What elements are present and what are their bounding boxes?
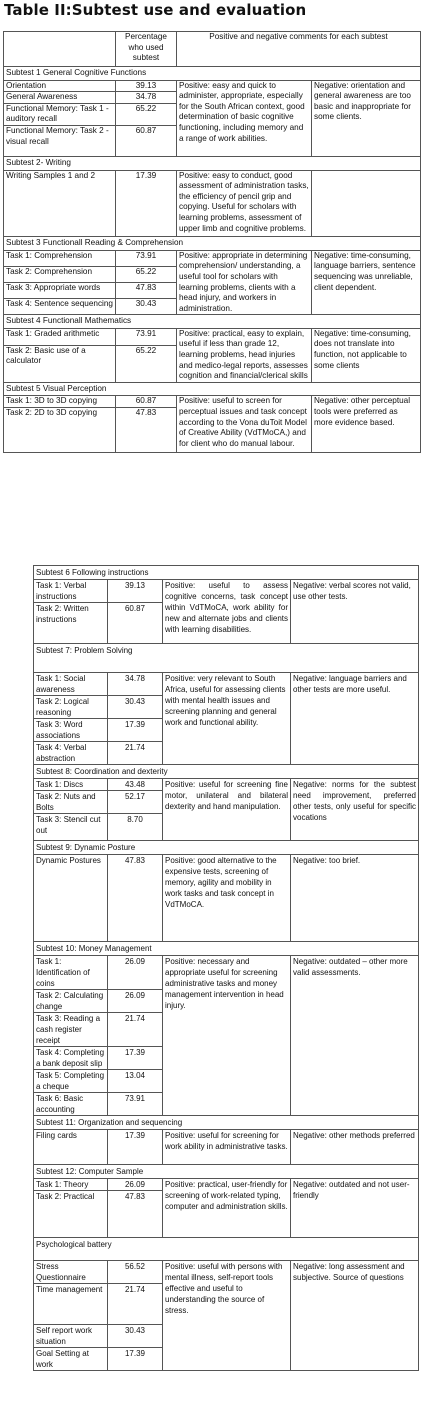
percentage-cell: 65.22	[116, 266, 177, 282]
task-cell: Task 3: Appropriate words	[4, 283, 116, 299]
positive-comment: Positive: good alternative to the expensive tests, screening of memory, agility and mobility in work tasks and task concept in VdTMoCA.	[163, 855, 291, 942]
positive-comment: Positive: very relevant to South Africa, useful for assessing clients with mental health issues and screening planning and general work and functional ability.	[163, 673, 291, 765]
percentage-cell: 30.43	[116, 299, 177, 315]
section-title: Subtest 12: Computer Sample	[34, 1165, 419, 1179]
negative-comment: Negative: time-consuming, language barriers, sentence sequencing was unreliable, client dependent.	[312, 250, 421, 315]
positive-comment: Positive: useful to assess cognitive concerns, task concept within VdTMoCA, work ability for new and alternate jobs and clients with learning disabilities.	[163, 580, 291, 644]
table-row	[4, 80, 421, 92]
table-title: Table II:Subtest use and evaluation	[4, 1, 307, 19]
table-row	[34, 956, 419, 990]
percentage-cell: 13.04	[108, 1070, 163, 1093]
table-row	[34, 779, 419, 791]
task-cell: Task 6: Basic accounting	[34, 1093, 108, 1116]
percentage-cell: 73.91	[116, 328, 177, 345]
positive-comment: Positive: easy to conduct, good assessment of administration tasks, the efficiency of pencil grip and copying. Useful for scholars with learning problems, assessment of upper limb and cognitive problems.	[177, 170, 312, 237]
negative-comment: Negative: long assessment and subjective. Source of questions	[291, 1261, 419, 1371]
task-cell: Functional Memory: Task 1 - auditory recall	[4, 103, 116, 125]
percentage-cell: 21.74	[108, 742, 163, 765]
negative-comment: Negative: orientation and general awareness are too basic and inappropriate for some clients.	[312, 80, 421, 156]
header-row	[4, 32, 421, 67]
task-cell: Task 1: Verbal instructions	[34, 580, 108, 603]
section-title: Subtest 2- Writing	[4, 156, 421, 170]
negative-comment: Negative: norms for the subtest need improvement, preferred other tests, only useful for specific vocations	[291, 779, 419, 841]
negative-comment-empty	[312, 170, 421, 237]
positive-comment: Positive: useful for screening fine motor, unilateral and bilateral dexterity and hand manipulation.	[163, 779, 291, 841]
section-title: Subtest 7: Problem Solving	[34, 644, 419, 673]
task-cell: Orientation	[4, 80, 116, 92]
task-cell: Stress Questionnaire	[34, 1261, 108, 1284]
header-comments: Positive and negative comments for each subtest	[177, 32, 421, 67]
section-title-row	[34, 1116, 419, 1130]
positive-comment: Positive: practical, easy to explain, useful if less than grade 12, learning problems, head injuries and medico-legal reports, assesses cognition and financial/clerical skills	[177, 328, 312, 382]
section-title: Psychological battery	[34, 1238, 419, 1261]
percentage-cell: 43.48	[108, 779, 163, 791]
task-cell: Task 2: Logical reasoning	[34, 696, 108, 719]
percentage-cell: 47.83	[108, 1191, 163, 1238]
subtest-table-upper	[3, 31, 421, 453]
task-cell: Task 1: Identification of coins	[34, 956, 108, 990]
percentage-cell: 60.87	[116, 125, 177, 156]
percentage-cell: 65.22	[116, 345, 177, 382]
task-cell: Filing cards	[34, 1130, 108, 1165]
section-title: Subtest 5 Visual Perception	[4, 382, 421, 396]
percentage-cell: 65.22	[116, 103, 177, 125]
percentage-cell: 26.09	[108, 990, 163, 1013]
table-row	[34, 1261, 419, 1284]
section-title: Subtest 4 Functionall Mathematics	[4, 315, 421, 329]
table-row	[34, 673, 419, 696]
positive-comment: Positive: appropriate in determining comprehension/ understanding, a useful tool for scholars with learning problems, clients with a head injury, and workers in administration.	[177, 250, 312, 315]
table-row	[34, 580, 419, 603]
header-percentage: Percentage who used subtest	[116, 32, 177, 67]
task-cell: Dynamic Postures	[34, 855, 108, 942]
percentage-cell: 17.39	[108, 1130, 163, 1165]
negative-comment: Negative: verbal scores not valid, use other tests.	[291, 580, 419, 644]
subtest-table-lower	[33, 565, 419, 1371]
section-title-row	[4, 237, 421, 251]
percentage-cell: 30.43	[108, 1325, 163, 1348]
positive-comment: Positive: useful with persons with mental illness, self-report tools effective and useful to understanding the source of stress.	[163, 1261, 291, 1371]
task-cell: General Awareness	[4, 92, 116, 104]
task-cell: Task 4: Sentence sequencing	[4, 299, 116, 315]
percentage-cell: 47.83	[116, 408, 177, 453]
task-cell: Task 2: 2D to 3D copying	[4, 408, 116, 453]
task-cell: Self report work situation	[34, 1325, 108, 1348]
section-title: Subtest 6 Following instructions	[34, 566, 419, 580]
task-cell: Task 2: Practical	[34, 1191, 108, 1238]
percentage-cell: 17.39	[108, 1047, 163, 1070]
section-title-row	[4, 315, 421, 329]
percentage-cell: 30.43	[108, 696, 163, 719]
section-title-row	[4, 382, 421, 396]
section-title-row	[34, 841, 419, 855]
percentage-cell: 26.09	[108, 1179, 163, 1191]
negative-comment: Negative: outdated – other more valid assessments.	[291, 956, 419, 1116]
positive-comment: Positive: useful for screening for work ability in administrative tasks.	[163, 1130, 291, 1165]
percentage-cell: 21.74	[108, 1284, 163, 1325]
percentage-cell: 73.91	[108, 1093, 163, 1116]
percentage-cell: 39.13	[108, 580, 163, 603]
task-cell: Functional Memory: Task 2 - visual recall	[4, 125, 116, 156]
negative-comment: Negative: other perceptual tools were preferred as more evidence based.	[312, 396, 421, 453]
section-title-row	[4, 156, 421, 170]
task-cell: Task 1: Social awareness	[34, 673, 108, 696]
percentage-cell: 52.17	[108, 791, 163, 814]
task-cell: Task 1: Discs	[34, 779, 108, 791]
section-title-row	[34, 1165, 419, 1179]
percentage-cell: 8.70	[108, 814, 163, 841]
percentage-cell: 56.52	[108, 1261, 163, 1284]
task-cell: Task 3: Stencil cut out	[34, 814, 108, 841]
percentage-cell: 47.83	[108, 855, 163, 942]
section-title-row	[34, 1238, 419, 1261]
section-title: Subtest 8: Coordination and dexterity	[34, 765, 419, 779]
percentage-cell: 39.13	[116, 80, 177, 92]
task-cell: Task 4: Verbal abstraction	[34, 742, 108, 765]
percentage-cell: 47.83	[116, 283, 177, 299]
table-row	[4, 396, 421, 408]
percentage-cell: 34.78	[108, 673, 163, 696]
section-title: Subtest 11: Organization and sequencing	[34, 1116, 419, 1130]
task-cell: Task 5: Completing a cheque	[34, 1070, 108, 1093]
task-cell: Task 2: Basic use of a calculator	[4, 345, 116, 382]
negative-comment: Negative: time-consuming, does not translate into function, not applicable to some clients	[312, 328, 421, 382]
table-row	[4, 250, 421, 266]
task-cell: Task 1: Theory	[34, 1179, 108, 1191]
percentage-cell: 60.87	[116, 396, 177, 408]
task-cell: Task 1: Comprehension	[4, 250, 116, 266]
section-title: Subtest 3 Functionall Reading & Comprehension	[4, 237, 421, 251]
positive-comment: Positive: useful to screen for perceptual issues and task concept according to the Vona duToit Model of Creative Ability (VdTMoCA,) and for client who do manual labour.	[177, 396, 312, 453]
section-title-row	[34, 765, 419, 779]
task-cell: Writing Samples 1 and 2	[4, 170, 116, 237]
negative-comment: Negative: too brief.	[291, 855, 419, 942]
positive-comment: Positive: easy and quick to administer, appropriate, especially for the South African context, good determination of basic cognitive functioning, including memory and a range of work abilities.	[177, 80, 312, 156]
table-row	[34, 1179, 419, 1191]
task-cell: Task 3: Reading a cash register receipt	[34, 1013, 108, 1047]
section-title: Subtest 1 General Cognitive Functions	[4, 67, 421, 81]
table-row	[4, 328, 421, 345]
task-cell: Task 4: Completing a bank deposit slip	[34, 1047, 108, 1070]
task-cell: Goal Setting at work	[34, 1348, 108, 1371]
task-cell: Task 2: Calculating change	[34, 990, 108, 1013]
table-row	[34, 1130, 419, 1165]
task-cell: Task 3: Word associations	[34, 719, 108, 742]
percentage-cell: 17.39	[116, 170, 177, 237]
task-cell: Task 2: Comprehension	[4, 266, 116, 282]
task-cell: Task 2: Nuts and Bolts	[34, 791, 108, 814]
percentage-cell: 17.39	[108, 719, 163, 742]
percentage-cell: 26.09	[108, 956, 163, 990]
percentage-cell: 60.87	[108, 603, 163, 644]
percentage-cell: 73.91	[116, 250, 177, 266]
percentage-cell: 34.78	[116, 92, 177, 104]
table-row	[34, 855, 419, 942]
task-cell: Task 1: 3D to 3D copying	[4, 396, 116, 408]
section-title-row	[34, 942, 419, 956]
header-blank	[4, 32, 116, 67]
negative-comment: Negative: other methods preferred	[291, 1130, 419, 1165]
positive-comment: Positive: necessary and appropriate useful for screening administrative tasks and money management intervention in head injury.	[163, 956, 291, 1116]
positive-comment: Positive: practical, user-friendly for screening of work-related typing, computer and administration skills.	[163, 1179, 291, 1238]
section-title-row	[34, 566, 419, 580]
task-cell: Task 2: Written instructions	[34, 603, 108, 644]
percentage-cell: 21.74	[108, 1013, 163, 1047]
percentage-cell: 17.39	[108, 1348, 163, 1371]
section-title: Subtest 9: Dynamic Posture	[34, 841, 419, 855]
task-cell: Task 1: Graded arithmetic	[4, 328, 116, 345]
negative-comment: Negative: language barriers and other tests are more useful.	[291, 673, 419, 765]
task-cell: Time management	[34, 1284, 108, 1325]
section-title-row	[4, 67, 421, 81]
table-row	[4, 170, 421, 237]
section-title-row	[34, 644, 419, 673]
negative-comment: Negative: outdated and not user-friendly	[291, 1179, 419, 1238]
section-title: Subtest 10: Money Management	[34, 942, 419, 956]
